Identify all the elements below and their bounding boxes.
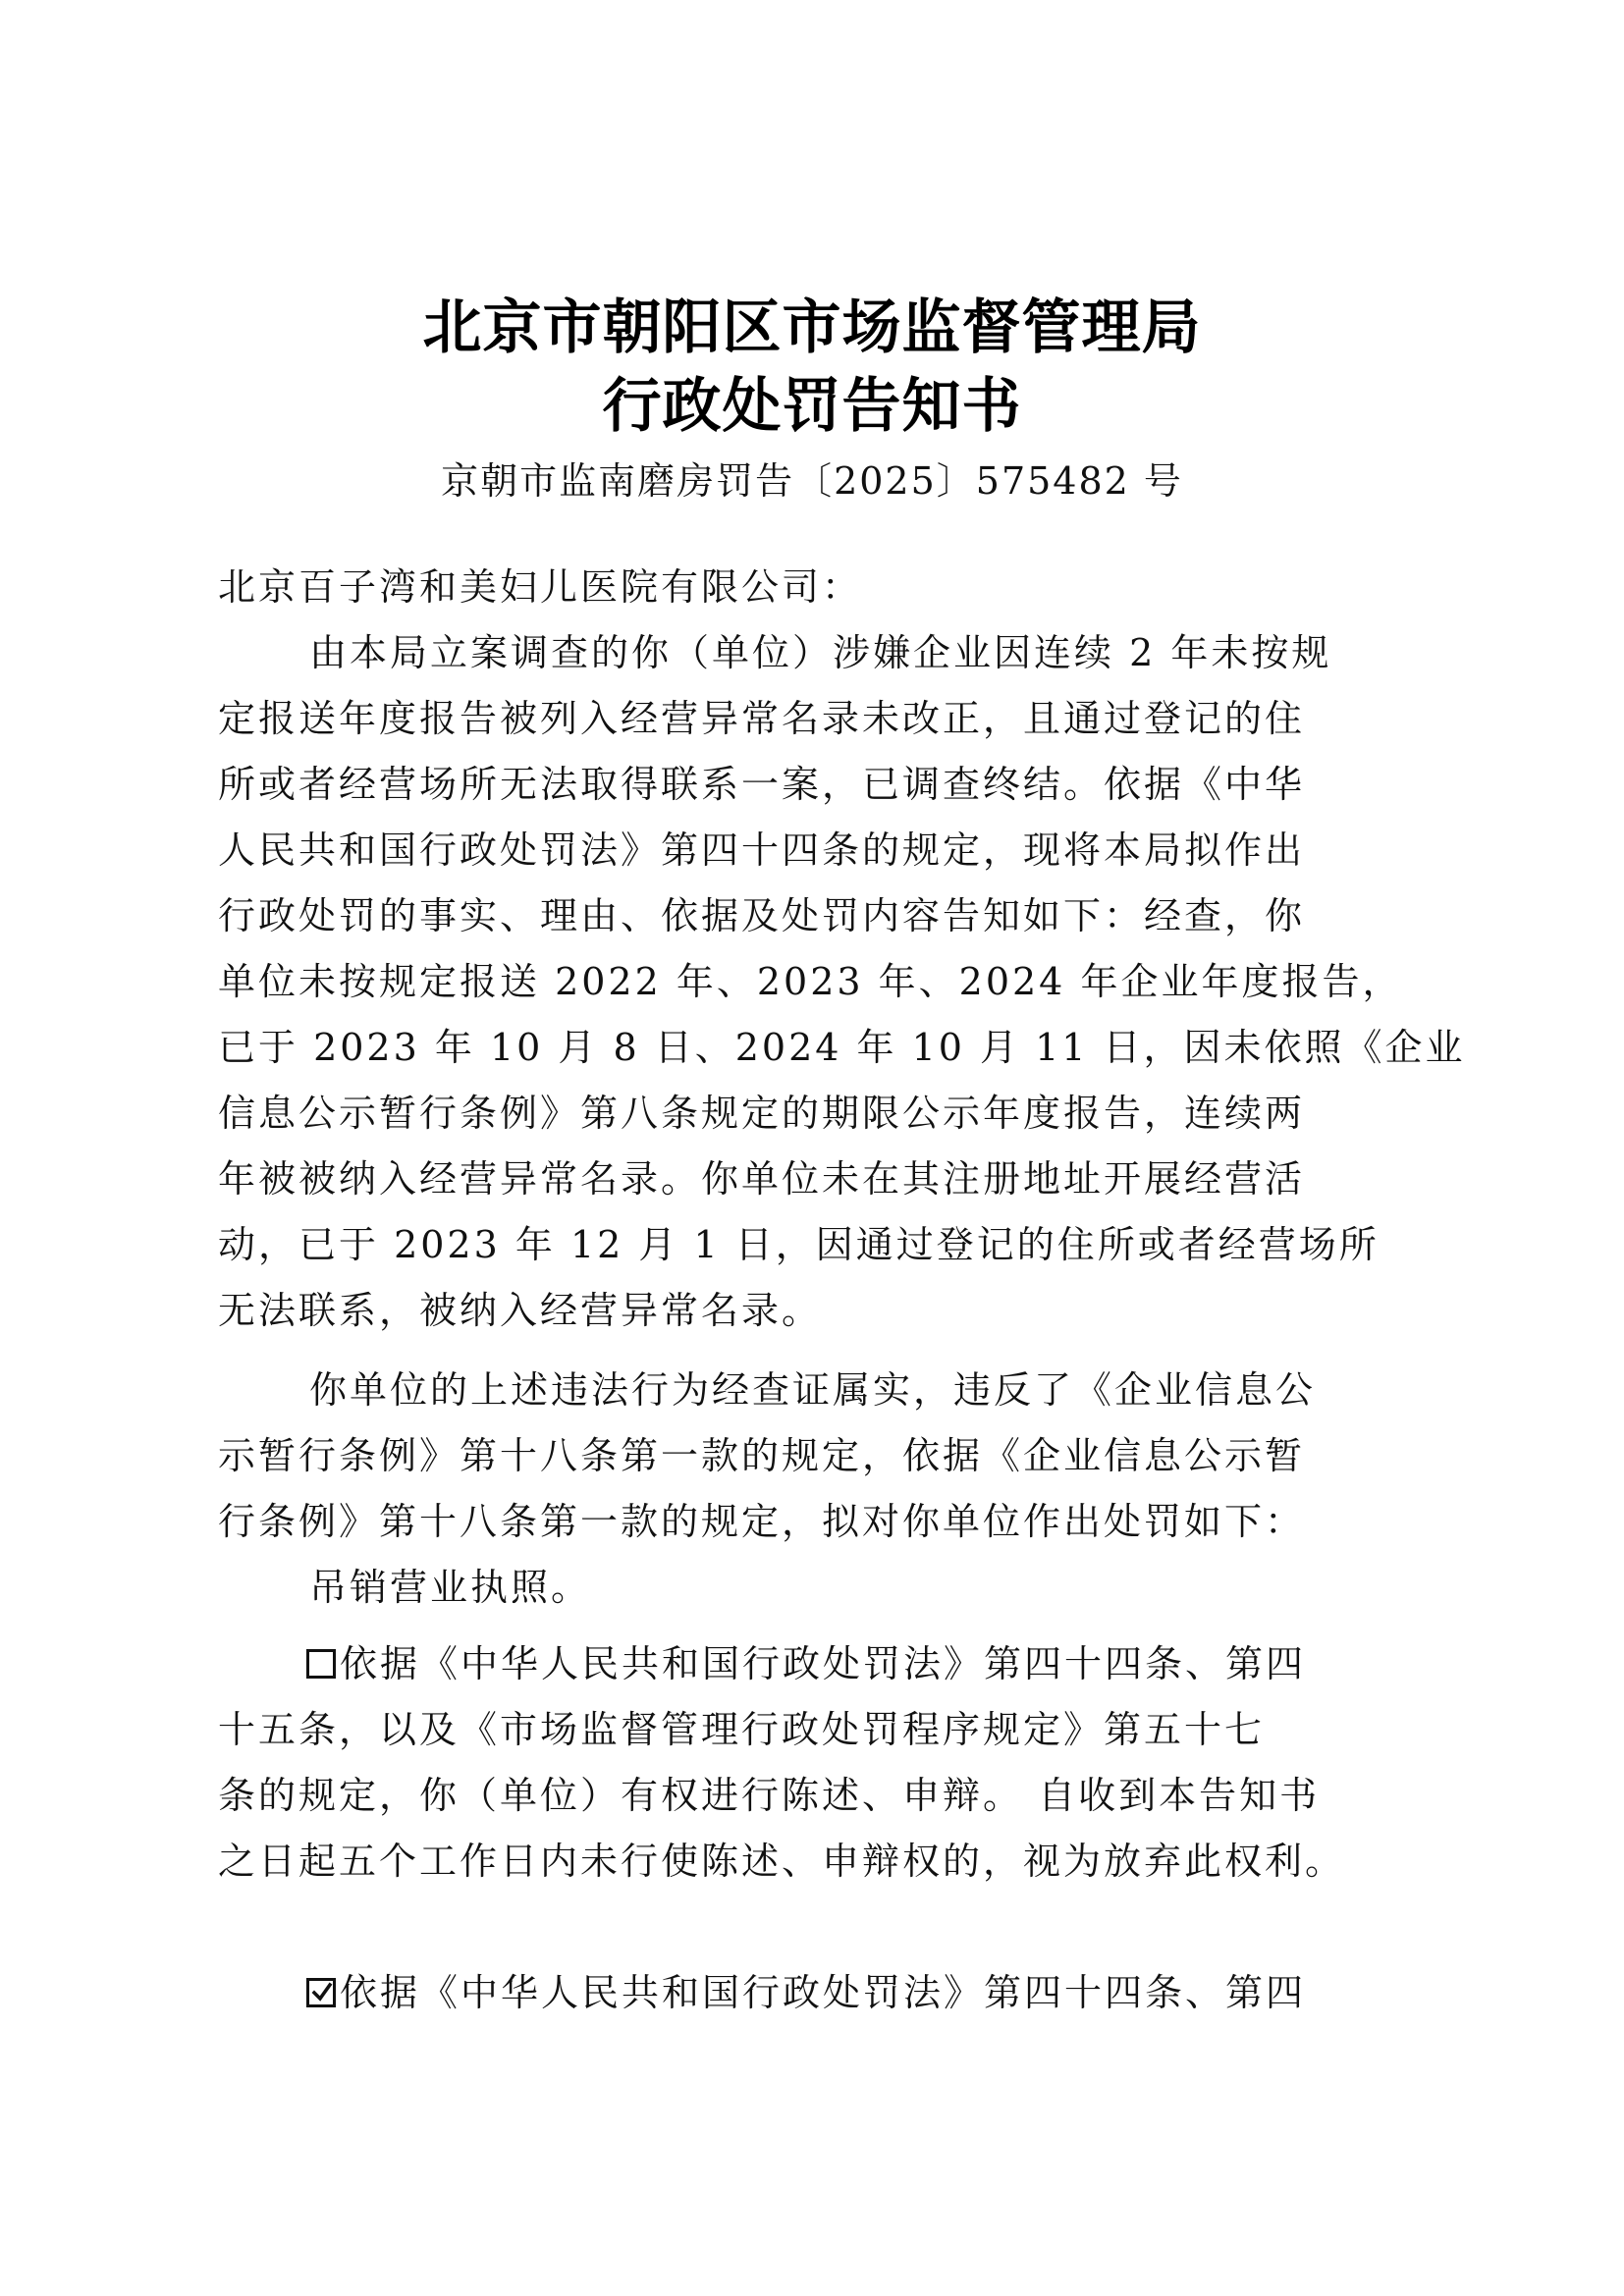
penalty-text: 吊销营业执照。	[309, 1566, 592, 1609]
paragraph1-line: 年被被纳入经营异常名录。你单位未在其注册地址开展经营活	[218, 1157, 1306, 1201]
paragraph1-line: 人民共和国行政处罚法》第四十四条的规定，现将本局拟作出	[218, 828, 1306, 872]
addressee: 北京百子湾和美妇儿医院有限公司：	[218, 565, 863, 609]
paragraph1-line: 已于 2023 年 10 月 8 日、2024 年 10 月 11 日，因未依照《企业	[218, 1026, 1466, 1069]
paragraph1-line: 行政处罚的事实、理由、依据及处罚内容告知如下：经查，你	[218, 894, 1306, 937]
paragraph2-line: 示暂行条例》第十八条第一款的规定，依据《企业信息公示暂	[218, 1434, 1306, 1477]
option1-line: 条的规定，你（单位）有权进行陈述、申辩。 自收到本告知书	[218, 1774, 1321, 1817]
option2-first-line	[306, 1968, 1306, 2017]
paragraph1-line: 信息公示暂行条例》第八条规定的期限公示年度报告，连续两	[218, 1092, 1306, 1135]
paragraph2-line: 行条例》第十八条第一款的规定，拟对你单位作出处罚如下：	[218, 1500, 1306, 1543]
paragraph1-line: 定报送年度报告被列入经营异常名录未改正，且通过登记的住	[218, 697, 1306, 740]
option1-checkbox	[306, 1649, 336, 1679]
option2-checkbox	[306, 1978, 336, 2007]
paragraph1-line: 无法联系，被纳入经营异常名录。	[218, 1289, 823, 1332]
option2-line: 依据《中华人民共和国行政处罚法》第四十四条、第四	[340, 1971, 1307, 2014]
option1-first-line	[306, 1639, 1306, 1688]
paragraph1-line: 所或者经营场所无法取得联系一案，已调查终结。依据《中华	[218, 763, 1306, 806]
document-title-line2: 行政处罚告知书	[602, 372, 1022, 441]
option1-line: 依据《中华人民共和国行政处罚法》第四十四条、第四	[340, 1642, 1307, 1685]
paragraph1-line: 由本局立案调查的你（单位）涉嫌企业因连续 2 年未按规	[309, 631, 1332, 674]
option1-line: 之日起五个工作日内未行使陈述、申辩权的，视为放弃此权利。	[218, 1840, 1346, 1883]
document-number: 京朝市监南磨房罚告〔2025〕575482 号	[441, 459, 1183, 503]
document-title-line1: 北京市朝阳区市场监督管理局	[422, 294, 1202, 362]
paragraph1-line: 单位未按规定报送 2022 年、2023 年、2024 年企业年度报告，	[218, 960, 1403, 1003]
paragraph2-line: 你单位的上述违法行为经查证属实，违反了《企业信息公	[309, 1368, 1317, 1412]
checkmark-icon	[311, 1982, 333, 2003]
paragraph1-line: 动，已于 2023 年 12 月 1 日，因通过登记的住所或者经营场所	[218, 1223, 1380, 1266]
option1-line: 十五条，以及《市场监督管理行政处罚程序规定》第五十七	[218, 1708, 1266, 1751]
